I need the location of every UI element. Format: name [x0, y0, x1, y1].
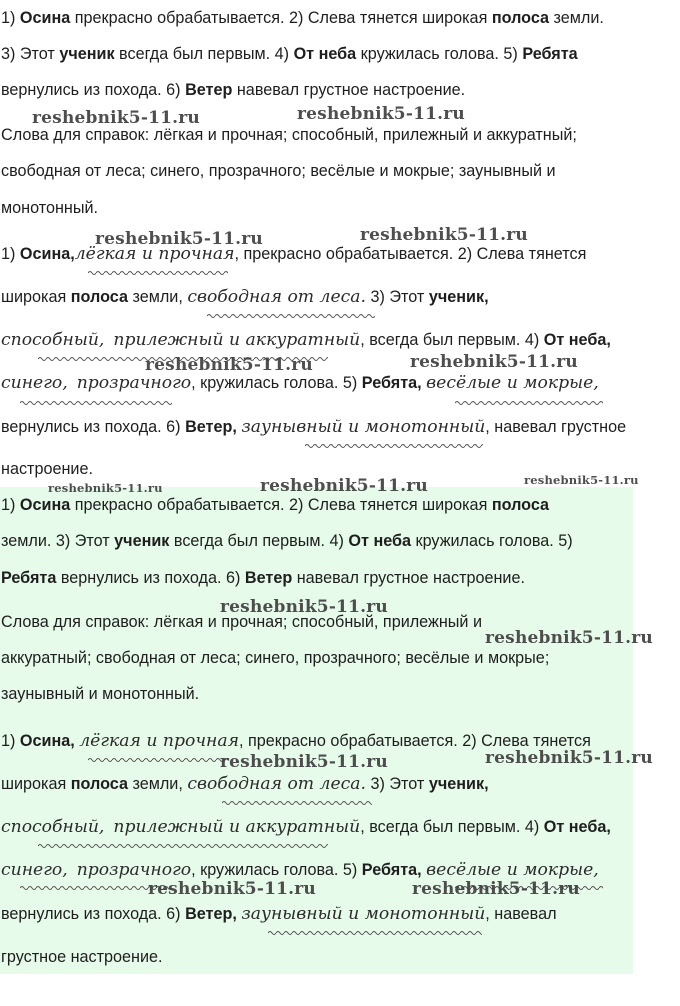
green-hints-line-3: заунывный и монотонный. — [1, 685, 200, 703]
watermark: reshebnik5-11.ru — [220, 752, 388, 772]
wavy-underline — [268, 930, 482, 936]
watermark: reshebnik5-11.ru — [260, 476, 428, 496]
green-answer-line-3: способный, прилежный и аккуратный, всегда был первым. 4) От неба, — [1, 817, 611, 837]
hints-line-1: Слова для справок: лёгкая и прочная; способный, прилежный и аккуратный; — [1, 126, 577, 144]
watermark: reshebnik5-11.ru — [220, 597, 388, 617]
green-task-line-1: 1) Осина прекрасно обрабатывается. 2) Слева тянется широкая полоса — [1, 496, 550, 514]
watermark: reshebnik5-11.ru — [32, 108, 200, 128]
watermark: reshebnik5-11.ru — [412, 879, 580, 899]
green-answer-line-4: синего, прозрачного, кружилась голова. 5) Ребята, весёлые и мокрые, — [1, 860, 599, 880]
wavy-underline — [38, 843, 328, 849]
answer-line-5: вернулись из похода. 6) Ветер, заунывный и монотонный, навевал грустное — [1, 417, 627, 437]
green-answer-line-1: 1) Осина, лёгкая и прочная, прекрасно обрабатывается. 2) Слева тянется — [1, 731, 591, 751]
watermark: reshebnik5-11.ru — [360, 225, 528, 245]
task-line-3: вернулись из похода. 6) Ветер навевал грустное настроение. — [1, 81, 466, 99]
wavy-underline — [20, 400, 172, 406]
task-line-1: 1) Осина прекрасно обрабатывается. 2) Слева тянется широкая полоса земли. — [1, 9, 604, 27]
watermark: reshebnik5-11.ru — [297, 104, 465, 124]
wavy-underline — [305, 443, 483, 449]
green-answer-line-6: грустное настроение. — [1, 948, 163, 966]
answer-line-1: 1) Осина,лёгкая и прочная, прекрасно обрабатывается. 2) Слева тянется — [1, 244, 587, 264]
green-hints-line-1: Слова для справок: лёгкая и прочная; способный, прилежный и — [1, 613, 482, 631]
answer-line-3: способный, прилежный и аккуратный, всегда был первым. 4) От неба, — [1, 330, 611, 350]
green-hints-line-2: аккуратный; свободная от леса; синего, прозрачного; весёлые и мокрые; — [1, 649, 550, 667]
answer-line-6: настроение. — [1, 460, 93, 478]
wavy-underline — [455, 400, 603, 406]
wavy-underline — [222, 800, 372, 806]
watermark: reshebnik5-11.ru — [485, 628, 653, 648]
watermark: reshebnik5-11.ru — [48, 481, 163, 495]
answer-line-4: синего, прозрачного, кружилась голова. 5) Ребята, весёлые и мокрые, — [1, 373, 599, 393]
green-answer-line-2: широкая полоса земли, свободная от леса. 3) Этот ученик, — [1, 774, 489, 794]
task-line-2: 3) Этот ученик всегда был первым. 4) От неба кружилась голова. 5) Ребята — [1, 45, 578, 63]
wavy-underline — [88, 270, 228, 276]
green-task-line-2: земли. 3) Этот ученик всегда был первым. 4) От неба кружилась голова. 5) — [1, 532, 573, 550]
green-task-line-3: Ребята вернулись из похода. 6) Ветер навевал грустное настроение. — [1, 569, 525, 587]
watermark: reshebnik5-11.ru — [485, 748, 653, 768]
watermark: reshebnik5-11.ru — [410, 352, 578, 372]
watermark: reshebnik5-11.ru — [95, 229, 263, 249]
answer-line-2: широкая полоса земли, свободная от леса. 3) Этот ученик, — [1, 287, 489, 307]
watermark: reshebnik5-11.ru — [524, 473, 639, 487]
wavy-underline — [207, 313, 375, 319]
watermark: reshebnik5-11.ru — [148, 879, 316, 899]
green-answer-line-5: вернулись из похода. 6) Ветер, заунывный и монотонный, навевал — [1, 904, 557, 924]
watermark: reshebnik5-11.ru — [145, 355, 313, 375]
hints-line-2: свободная от леса; синего, прозрачного; весёлые и мокрые; заунывный и — [1, 162, 556, 180]
hints-line-3: монотонный. — [1, 199, 99, 217]
wavy-underline — [88, 757, 228, 763]
